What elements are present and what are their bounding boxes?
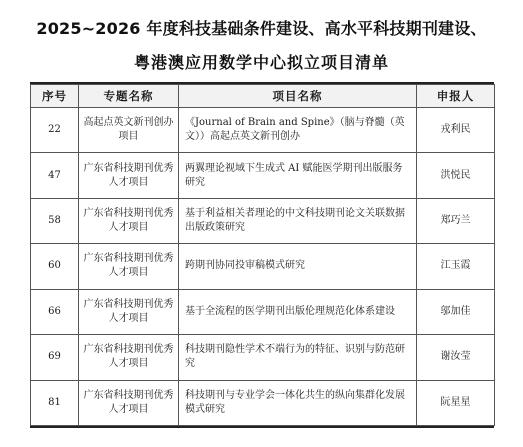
table-row	[31, 289, 495, 334]
cell-no: 47	[31, 153, 79, 198]
table-row	[31, 244, 495, 289]
cell-category: 广东省科技期刊优秀人才项目	[79, 380, 179, 425]
cell-applicant: 戎利民	[417, 108, 495, 153]
cell-project: 科技期刊与专业学会一体化共生的纵向集群化发展模式研究	[179, 380, 417, 425]
table-row	[31, 380, 495, 425]
cell-no: 66	[31, 289, 79, 334]
cell-category: 高起点英文新刊创办项目	[79, 108, 179, 153]
table-row	[31, 153, 495, 198]
header-project: 项目名称	[179, 85, 417, 108]
document-title-line-1: 2025~2026 年度科技基础条件建设、高水平科技期刊建设、	[36, 19, 487, 38]
cell-category: 广东省科技期刊优秀人才项目	[79, 289, 179, 334]
cell-applicant: 谢汝莹	[417, 335, 495, 380]
cell-applicant: 郑巧兰	[417, 198, 495, 243]
cell-project: 基于全流程的医学期刊出版伦理规范化体系建设	[179, 289, 417, 334]
cell-project: 科技期刊隐性学术不端行为的特征、识别与防范研究	[179, 335, 417, 380]
cell-project: 基于利益相关者理论的中文科技期刊论文关联数据出版政策研究	[179, 198, 417, 243]
cell-category: 广东省科技期刊优秀人才项目	[79, 335, 179, 380]
project-table	[30, 84, 495, 426]
cell-no: 81	[31, 380, 79, 425]
header-category: 专题名称	[79, 85, 179, 108]
cell-no: 22	[31, 108, 79, 153]
cell-category: 广东省科技期刊优秀人才项目	[79, 244, 179, 289]
cell-no: 69	[31, 335, 79, 380]
table-row	[31, 198, 495, 243]
project-table-container	[30, 82, 494, 428]
cell-applicant: 江玉霞	[417, 244, 495, 289]
document-title-line-2: 粤港澳应用数学中心拟立项目清单	[133, 53, 389, 72]
cell-project: 《Journal of Brain and Spine》（脑与脊髓（英文））高起点英文新刊创办	[179, 108, 417, 153]
cell-no: 58	[31, 198, 79, 243]
table-row	[31, 108, 495, 153]
cell-category: 广东省科技期刊优秀人才项目	[79, 198, 179, 243]
cell-applicant: 洪悦民	[417, 153, 495, 198]
header-applicant: 申报人	[417, 85, 495, 108]
table-row	[31, 335, 495, 380]
cell-no: 60	[31, 244, 79, 289]
cell-project: 跨期刊协同投审稿模式研究	[179, 244, 417, 289]
cell-category: 广东省科技期刊优秀人才项目	[79, 153, 179, 198]
table-header-row	[31, 85, 495, 108]
cell-applicant: 邬加佳	[417, 289, 495, 334]
cell-applicant: 阮星星	[417, 380, 495, 425]
cell-project: 两翼理论视域下生成式 AI 赋能医学期刊出版服务研究	[179, 153, 417, 198]
header-no: 序号	[31, 85, 79, 108]
